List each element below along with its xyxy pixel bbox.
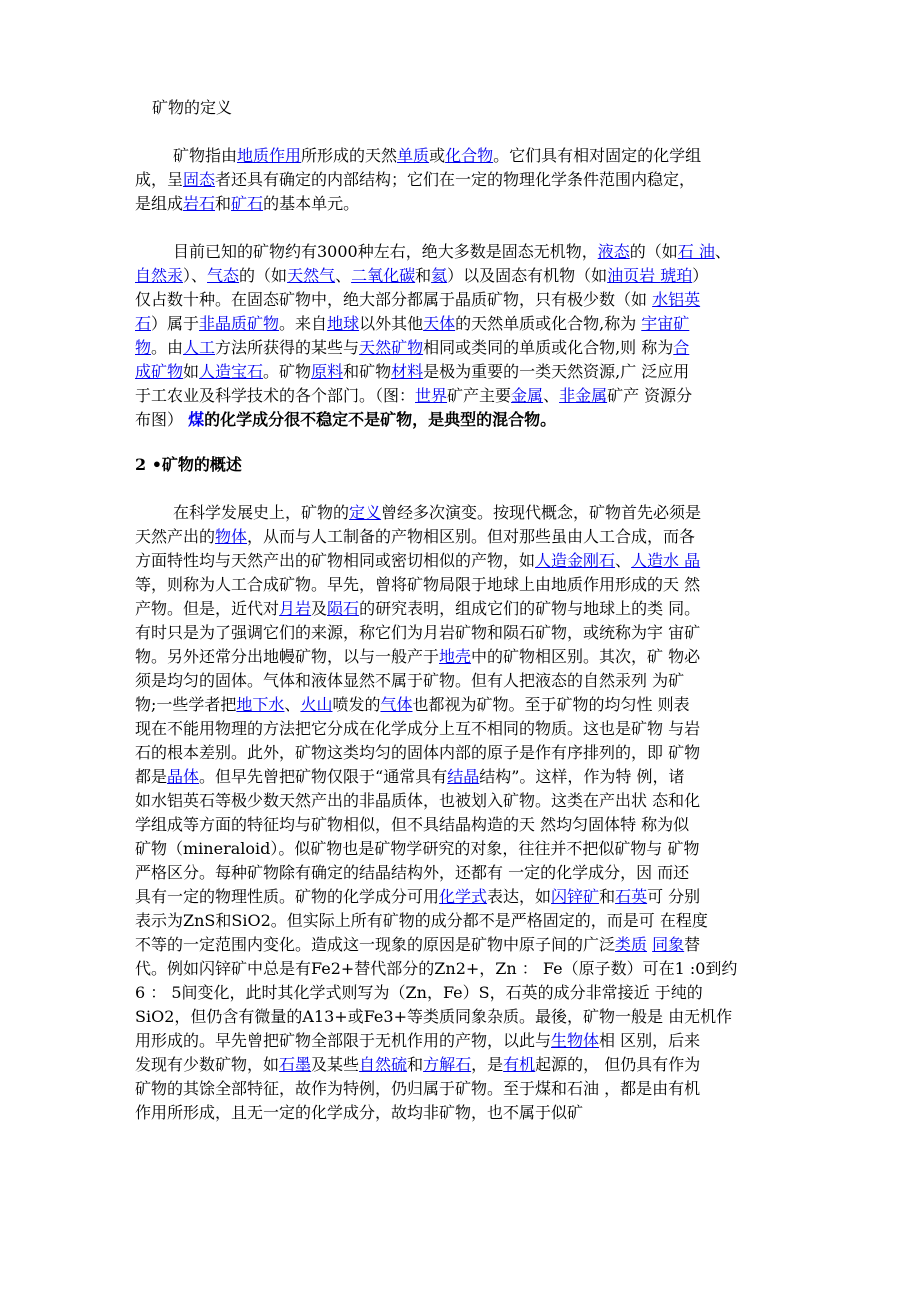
- text-run: ）以及固态有机物（如: [447, 266, 608, 285]
- hyperlink[interactable]: 固态: [183, 170, 216, 189]
- text-line: [173, 240, 731, 264]
- hyperlink[interactable]: 宇宙矿: [641, 314, 690, 333]
- hyperlink[interactable]: 有机: [503, 1055, 536, 1074]
- hyperlink[interactable]: 石 油: [677, 242, 715, 261]
- hyperlink[interactable]: 成矿物: [135, 362, 184, 381]
- text-line: [135, 1077, 700, 1101]
- text-line: [135, 312, 689, 336]
- text-run: 不等的一定范围内变化。造成这一现象的原因是矿物中原子间的广泛: [135, 935, 616, 954]
- hyperlink[interactable]: 非金属: [559, 386, 608, 405]
- text-run: 、: [714, 242, 731, 261]
- text-run: 等，则称为人工合成矿物。早先，曾将矿物局限于地球上由地质作用形成的天 然: [135, 575, 701, 594]
- text-run: 、: [335, 266, 352, 285]
- hyperlink[interactable]: 陨石: [327, 599, 360, 618]
- text-line: [135, 1005, 732, 1029]
- text-run: 矿产 资源分: [607, 386, 693, 405]
- text-run: 相 区别，后来: [599, 1031, 701, 1050]
- hyperlink[interactable]: 自然硫: [359, 1055, 408, 1074]
- hyperlink[interactable]: 生物体: [551, 1031, 600, 1050]
- text-run: 的（如: [629, 242, 678, 261]
- text-line: [135, 669, 684, 693]
- hyperlink[interactable]: 金属: [511, 386, 544, 405]
- text-line: [135, 861, 689, 885]
- text-line: [135, 645, 700, 669]
- hyperlink[interactable]: 原料: [311, 362, 344, 381]
- text-line: [135, 837, 699, 861]
- hyperlink[interactable]: 化合物: [445, 146, 494, 165]
- hyperlink[interactable]: 化学式: [439, 887, 488, 906]
- text-run: 天然产出的: [135, 527, 216, 546]
- text-run: 是组成: [135, 194, 184, 213]
- hyperlink[interactable]: 石英: [615, 887, 648, 906]
- text-run: 也都视为矿物。至于矿物的均匀性 则表: [412, 695, 690, 714]
- text-line: [135, 813, 689, 837]
- hyperlink[interactable]: 物: [135, 338, 152, 357]
- hyperlink[interactable]: 同象: [652, 935, 685, 954]
- hyperlink[interactable]: 水铝英: [652, 290, 701, 309]
- hyperlink[interactable]: 自然汞: [135, 266, 184, 285]
- text-line: [135, 573, 700, 597]
- text-run: 严格区分。每种矿物除有确定的结晶结构外，还都有 一定的化学成分，因 而还: [135, 863, 690, 882]
- text-run: 的研究表明，组成它们的矿物与地球上的类 同。: [359, 599, 701, 618]
- hyperlink[interactable]: 人造宝石: [199, 362, 264, 381]
- text-run: ）属于: [151, 314, 200, 333]
- text-run: 表达，如: [487, 887, 552, 906]
- text-run: 的天然单质或化合物,称为: [455, 314, 642, 333]
- text-run: 如: [183, 362, 200, 381]
- hyperlink[interactable]: 类质: [615, 935, 648, 954]
- hyperlink[interactable]: 石: [135, 314, 152, 333]
- text-line: [135, 765, 685, 789]
- text-run: 表示为ZnS和SiO2。但实际上所有矿物的成分都不是严格固定的，而是可 在程度: [135, 911, 708, 930]
- hyperlink[interactable]: 天然气: [287, 266, 336, 285]
- hyperlink[interactable]: 世界: [415, 386, 448, 405]
- text-line: [135, 192, 359, 216]
- text-run: 中的矿物相区别。其次，矿 物必: [471, 647, 701, 666]
- text-line: [135, 981, 703, 1005]
- text-run: 发现有少数矿物，如: [135, 1055, 280, 1074]
- text-run: ，从而与人工制备的产物相区别。但对那些虽由人工合成，而各: [247, 527, 696, 546]
- text-run: 起源的， 但仍具有作为: [535, 1055, 701, 1074]
- text-line: [135, 525, 695, 549]
- text-run: 、: [615, 551, 632, 570]
- hyperlink[interactable]: 结晶: [447, 767, 480, 786]
- hyperlink[interactable]: 氦: [431, 266, 448, 285]
- text-run: 曾经多次演变。按现代概念，矿物首先必须是: [381, 503, 702, 522]
- hyperlink[interactable]: 人工: [183, 338, 216, 357]
- text-run: 仅占数十种。在固态矿物中，绝大部分都属于晶质矿物，只有极少数（如: [135, 290, 653, 309]
- text-line: [135, 885, 700, 909]
- text-line: [135, 288, 700, 312]
- text-run: ）、: [183, 266, 208, 285]
- hyperlink[interactable]: 气态: [207, 266, 240, 285]
- hyperlink[interactable]: 琥珀: [660, 266, 693, 285]
- text-run: 所形成的天然: [301, 146, 398, 165]
- text-run: 结构”。这样，作为特 例，诸: [479, 767, 685, 786]
- text-run: 替: [684, 935, 701, 954]
- text-run: 的（如: [239, 266, 288, 285]
- bold-text: 的化学成分很不稳定不是矿物，是典型的混合物。: [204, 410, 557, 429]
- hyperlink[interactable]: 气体: [380, 695, 413, 714]
- text-run: 者还具有确定的内部结构；它们在一定的物理化学条件范围内稳定，: [215, 170, 696, 189]
- text-run: 及某些: [311, 1055, 360, 1074]
- hyperlink[interactable]: 非晶质矿物: [199, 314, 280, 333]
- hyperlink[interactable]: 晶体: [167, 767, 200, 786]
- hyperlink[interactable]: 定义: [349, 503, 382, 522]
- text-run: 。由: [151, 338, 184, 357]
- hyperlink[interactable]: 油页岩: [607, 266, 661, 285]
- hyperlink[interactable]: 火山: [300, 695, 333, 714]
- text-run: 方法所获得的某些与: [215, 338, 360, 357]
- text-line: [135, 264, 708, 288]
- text-line: [135, 717, 700, 741]
- hyperlink[interactable]: 合: [673, 338, 690, 357]
- hyperlink[interactable]: 二氧化碳: [351, 266, 416, 285]
- text-run: 用形成的。早先曾把矿物全部限于无机作用的产物，以此与: [135, 1031, 552, 1050]
- text-run: ）: [692, 266, 709, 285]
- text-line: [135, 549, 700, 573]
- hyperlink[interactable]: 地壳: [439, 647, 472, 666]
- text-line: [135, 933, 700, 957]
- text-line: [135, 741, 700, 765]
- hyperlink[interactable]: 矿石: [231, 194, 264, 213]
- text-run: 成，呈: [135, 170, 184, 189]
- text-run: 和: [415, 266, 432, 285]
- text-run: 代。例如闪锌矿中总是有Fe2+替代部分的Zn2+，Zn ： Fe（原子数）可在1 :0到约: [135, 959, 738, 978]
- text-run: 可 分别: [647, 887, 701, 906]
- text-run: 和: [407, 1055, 424, 1074]
- hyperlink[interactable]: 闪锌矿: [551, 887, 600, 906]
- text-run: 石的根本差别。此外，矿物这类均匀的固体内部的原子是作有序排列的，即 矿物: [135, 743, 701, 762]
- text-line: [135, 384, 692, 408]
- text-line: [135, 909, 708, 933]
- text-run: 都是: [135, 767, 168, 786]
- page-title: 矿物的定义: [152, 98, 233, 117]
- text-run: 、: [284, 695, 301, 714]
- text-run: 产物。但是，近代对: [135, 599, 280, 618]
- text-run: 在科学发展史上，矿物的: [173, 503, 350, 522]
- text-run: 布图）: [135, 410, 189, 429]
- hyperlink[interactable]: 物体: [215, 527, 248, 546]
- hyperlink[interactable]: 单质: [397, 146, 430, 165]
- hyperlink[interactable]: 人造金刚石: [535, 551, 616, 570]
- text-line: [135, 1101, 583, 1125]
- hyperlink[interactable]: 材料: [391, 362, 424, 381]
- hyperlink[interactable]: 月岩: [279, 599, 312, 618]
- text-line: [135, 789, 700, 813]
- text-run: 、: [543, 386, 560, 405]
- text-line: [135, 957, 737, 981]
- text-line: [135, 168, 695, 192]
- hyperlink[interactable]: 地球: [327, 314, 360, 333]
- text-line: [135, 621, 700, 645]
- text-run: 方面特性均与天然产出的矿物相同或密切相似的产物，如: [135, 551, 536, 570]
- hyperlink[interactable]: 天体: [423, 314, 456, 333]
- text-run: 以外其他: [359, 314, 424, 333]
- text-run: 是极为重要的一类天然资源,广 泛应用: [423, 362, 690, 381]
- text-run: 喷发的: [332, 695, 381, 714]
- hyperlink[interactable]: 石墨: [279, 1055, 312, 1074]
- text-run: 如水铝英石等极少数天然产出的非晶质体，也被划入矿物。这类在产出状 态和化: [135, 791, 701, 810]
- hyperlink[interactable]: 天然矿物: [359, 338, 424, 357]
- hyperlink[interactable]: 岩石: [183, 194, 216, 213]
- hyperlink[interactable]: 方解石: [423, 1055, 472, 1074]
- text-line: [173, 501, 701, 525]
- text-line: [135, 336, 689, 360]
- hyperlink[interactable]: 人造水 晶: [631, 551, 701, 570]
- text-run: 和: [599, 887, 616, 906]
- hyperlink[interactable]: 地下水: [236, 695, 285, 714]
- text-run: 。但早先曾把矿物仅限于“通常具有: [199, 767, 448, 786]
- text-run: 。它们具有相对固定的化学组: [493, 146, 702, 165]
- text-line: [135, 1029, 700, 1053]
- text-run: 现在不能用物理的方法把它分成在化学成分上互不相同的物质。这也是矿物 与岩: [135, 719, 701, 738]
- text-run: 于工农业及科学技术的各个部门。（图：: [135, 386, 416, 405]
- text-run: 。来自: [279, 314, 328, 333]
- hyperlink[interactable]: 地质作用: [237, 146, 302, 165]
- text-run: 的基本单元。: [263, 194, 360, 213]
- text-run: 物;一些学者把: [135, 695, 237, 714]
- text-run: 和: [215, 194, 232, 213]
- hyperlink[interactable]: 煤: [188, 410, 205, 429]
- text-line: [135, 597, 700, 621]
- text-run: 或: [429, 146, 446, 165]
- hyperlink[interactable]: 液态: [597, 242, 630, 261]
- text-run: 须是均匀的固体。气体和液体显然不属于矿物。但有人把液态的自然汞列 为矿: [135, 671, 685, 690]
- text-line: [173, 144, 701, 168]
- text-run: 矿物的其馀全部特征，故作为特例，仍归属于矿物。至于煤和石油 ，都是由有机: [135, 1079, 701, 1098]
- text-run: 目前已知的矿物约有3000种左右，绝大多数是固态无机物，: [173, 242, 598, 261]
- text-line: [135, 408, 556, 432]
- text-line: [135, 360, 689, 384]
- text-run: 作用所形成，且无一定的化学成分，故均非矿物，也不属于似矿: [135, 1103, 584, 1122]
- text-run: SiO2，但仍含有微量的A13+或Fe3+等类质同象杂质。最後，矿物一般是 由无机作: [135, 1007, 733, 1026]
- text-run: 矿物（mineraloid）。似矿物也是矿物学研究的对象，往往并不把似矿物与 矿物: [135, 839, 700, 858]
- text-run: 具有一定的物理性质。矿物的化学成分可用: [135, 887, 440, 906]
- text-run: 。矿物: [263, 362, 312, 381]
- text-run: 和矿物: [343, 362, 392, 381]
- text-line: [135, 1053, 700, 1077]
- text-run: ，是: [471, 1055, 504, 1074]
- text-run: 矿物指由: [173, 146, 238, 165]
- text-run: 及: [311, 599, 328, 618]
- text-line: [135, 693, 690, 717]
- text-run: 相同或类同的单质或化合物,则 称为: [423, 338, 674, 357]
- text-run: 物。另外还常分出地幔矿物，以与一般产于: [135, 647, 440, 666]
- text-run: 有时只是为了强调它们的来源，称它们为月岩矿物和陨石矿物，或统称为宇 宙矿: [135, 623, 701, 642]
- text-run: 6 ： 5间变化，此时其化学式则写为（Zn，Fe）S，石英的成分非常接近 于纯的: [135, 983, 703, 1002]
- section-heading: 2 •矿物的概述: [135, 455, 242, 474]
- text-run: 学组成等方面的特征均与矿物相似，但不具结晶构造的天 然均匀固体特 称为似: [135, 815, 690, 834]
- text-run: 矿产主要: [447, 386, 512, 405]
